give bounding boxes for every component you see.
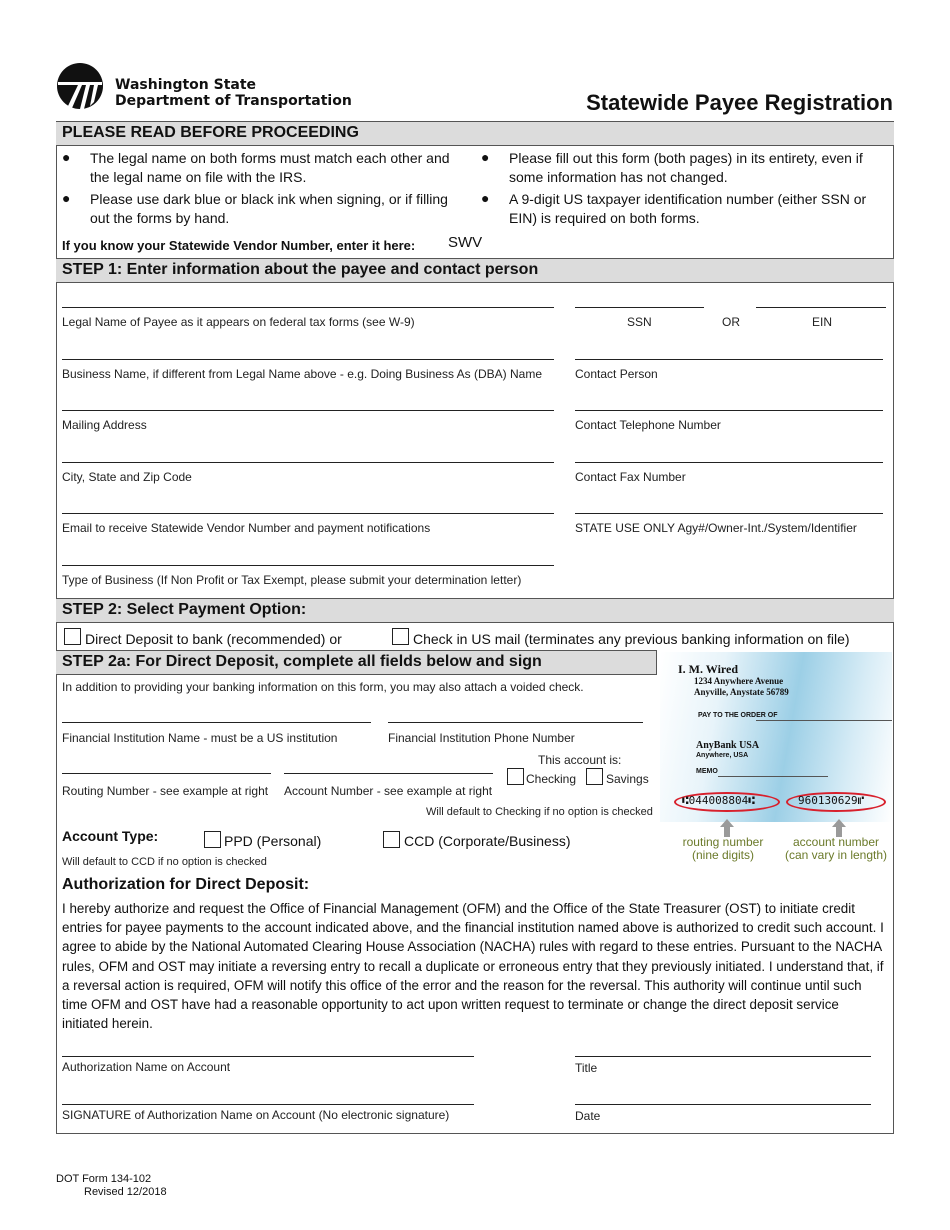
- check-holder-city: Anyville, Anystate 56789: [694, 687, 789, 697]
- bullet-text: Please fill out this form (both pages) in its entirety, even if some information has not changed.: [509, 150, 863, 185]
- routing-caption-line-1: routing number: [682, 835, 764, 849]
- check-holder-name: I. M. Wired: [678, 662, 739, 676]
- contact-fax-field[interactable]: [575, 462, 883, 463]
- step2a-heading: STEP 2a: For Direct Deposit, complete all fields below and sign: [62, 653, 542, 670]
- account-number-label: Account Number - see example at right: [284, 784, 493, 798]
- check-holder-street: 1234 Anywhere Avenue: [694, 676, 784, 686]
- email-label: Email to receive Statewide Vendor Number and payment notifications: [62, 521, 431, 535]
- check-account-digits: 960130629⑈: [798, 794, 865, 807]
- state-use-label: STATE USE ONLY Agy#/Owner-Int./System/Identifier: [575, 521, 857, 535]
- fi-phone-label: Financial Institution Phone Number: [388, 731, 575, 745]
- routing-number-field[interactable]: [62, 773, 271, 774]
- ssn-field[interactable]: [575, 307, 704, 308]
- title-field[interactable]: [575, 1056, 871, 1057]
- date-label: Date: [575, 1109, 601, 1123]
- ppd-checkbox[interactable]: [204, 831, 221, 848]
- checking-label: Checking: [526, 772, 577, 786]
- wsdot-logo-icon: [56, 62, 104, 110]
- contact-phone-field[interactable]: [575, 410, 883, 411]
- bullet-text: The legal name on both forms must match each other and the legal name on file with the IRS.: [90, 150, 450, 185]
- ppd-label: PPD (Personal): [224, 833, 322, 849]
- city-state-zip-label: City, State and Zip Code: [62, 470, 192, 484]
- signature-field[interactable]: [62, 1104, 474, 1105]
- vendor-number-field[interactable]: [448, 234, 482, 251]
- check-example: [660, 652, 892, 822]
- org-name: [115, 77, 352, 109]
- default-checking-note: Will default to Checking if no option is checked: [426, 806, 653, 818]
- business-type-label: Type of Business (If Non Profit or Tax Exempt, please submit your determination letter): [62, 573, 522, 587]
- bullet-glyph: ●: [481, 149, 490, 165]
- legal-name-label: Legal Name of Payee as it appears on federal tax forms (see W-9): [62, 315, 415, 329]
- org-line-1: Washington State: [115, 77, 257, 93]
- bullet-text: A 9-digit US taxpayer identification number (either SSN or EIN) is required on both forms.: [509, 191, 867, 226]
- vendor-number-prompt: If you know your Statewide Vendor Number, enter it here:: [62, 238, 416, 253]
- account-number-field[interactable]: [284, 773, 493, 774]
- form-title: Statewide Payee Registration: [586, 90, 893, 115]
- checking-checkbox[interactable]: [507, 768, 524, 785]
- ccd-checkbox[interactable]: [383, 831, 400, 848]
- check-memo-line: [718, 776, 828, 777]
- form-number: DOT Form 134-102: [56, 1173, 152, 1185]
- account-caption: [782, 836, 890, 862]
- contact-person-field[interactable]: [575, 359, 883, 360]
- account-type-label: Account Type:: [62, 828, 159, 844]
- authorization-text: I hereby authorize and request the Office of Financial Management (OFM) and the Office of the State Treasurer (OST) to initiate credit entries for payee payments to the account indicated above, and the financial institution named above is authorized to credit such account. I agree to abide by the National Automated Clearing House Association (NACHA) rules with regard to these entries. Pursuant to the NACHA rules, OFM and OST may initiate a reversing entry to recall a duplicate or erroneous entry that they previously initiated. I understand that, if a reversal action is required, OFM will notify this office of the error and the reason for the reversal. This authority will continue until such time OFM and OST have had a reasonable opportunity to act upon written request to terminate or change the direct deposit service initiated herein.: [62, 901, 884, 1032]
- routing-caption: [670, 836, 776, 862]
- signature-label: SIGNATURE of Authorization Name on Account (No electronic signature): [62, 1108, 450, 1122]
- step2a-intro: In addition to providing your banking information on this form, you may also attach a voided check.: [62, 680, 584, 694]
- auth-name-field[interactable]: [62, 1056, 474, 1057]
- account-is-label: This account is:: [538, 753, 622, 767]
- business-name-label: Business Name, if different from Legal Name above - e.g. Doing Business As (DBA) Name: [62, 367, 542, 381]
- org-line-2: Department of Transportation: [115, 93, 352, 109]
- check-mail-checkbox[interactable]: [392, 628, 409, 645]
- step2a-heading-band: [56, 650, 657, 675]
- ein-label: EIN: [812, 315, 833, 329]
- auth-name-label: Authorization Name on Account: [62, 1060, 231, 1074]
- fi-name-field[interactable]: [62, 722, 371, 723]
- account-caption-line-2: (can vary in length): [784, 848, 888, 862]
- step2-heading: STEP 2: Select Payment Option:: [56, 598, 894, 623]
- revised-date: Revised 12/2018: [84, 1186, 167, 1198]
- wsdot-logo: [56, 62, 104, 110]
- check-mail-label: Check in US mail (terminates any previous banking information on file): [413, 631, 850, 647]
- notice-heading: PLEASE READ BEFORE PROCEEDING: [56, 121, 894, 146]
- mailing-address-field[interactable]: [62, 410, 554, 411]
- contact-fax-label: Contact Fax Number: [575, 470, 686, 484]
- direct-deposit-label: Direct Deposit to bank (recommended) or: [85, 631, 342, 647]
- default-ccd-note: Will default to CCD if no option is checked: [62, 856, 267, 868]
- contact-person-label: Contact Person: [575, 367, 658, 381]
- contact-phone-label: Contact Telephone Number: [575, 418, 721, 432]
- bullet-glyph: ●: [62, 190, 71, 206]
- check-payee-line: [756, 720, 892, 721]
- title-label: Title: [575, 1061, 598, 1075]
- check-bank-city: Anywhere, USA: [696, 752, 749, 759]
- bullet-glyph: ●: [481, 190, 490, 206]
- city-state-zip-field[interactable]: [62, 462, 554, 463]
- mailing-address-label: Mailing Address: [62, 418, 147, 432]
- savings-label: Savings: [606, 772, 649, 786]
- check-pay-to: PAY TO THE ORDER OF: [698, 712, 778, 719]
- date-field[interactable]: [575, 1104, 871, 1105]
- routing-number-label: Routing Number - see example at right: [62, 784, 269, 798]
- routing-caption-line-2: (nine digits): [691, 848, 755, 862]
- business-name-field[interactable]: [62, 359, 554, 360]
- authorization-heading: Authorization for Direct Deposit:: [62, 876, 310, 893]
- check-memo: MEMO: [696, 768, 718, 775]
- ccd-label: CCD (Corporate/Business): [404, 833, 571, 849]
- fi-name-label: Financial Institution Name - must be a US institution: [62, 731, 338, 745]
- account-caption-line-1: account number: [792, 835, 880, 849]
- or-label: OR: [722, 315, 740, 329]
- vendor-prefix: SWV: [448, 234, 483, 251]
- ein-field[interactable]: [756, 307, 886, 308]
- check-routing-digits: ⑆044008804⑆: [682, 794, 755, 807]
- email-field[interactable]: [62, 513, 554, 514]
- savings-checkbox[interactable]: [586, 768, 603, 785]
- bullet-text: Please use dark blue or black ink when signing, or if filling out the forms by hand.: [90, 191, 448, 226]
- business-type-field[interactable]: [62, 565, 554, 566]
- direct-deposit-checkbox[interactable]: [64, 628, 81, 645]
- check-bank-name: AnyBank USA: [696, 740, 760, 751]
- legal-name-field[interactable]: [62, 307, 554, 308]
- bullet-glyph: ●: [62, 149, 71, 165]
- ssn-label: SSN: [627, 315, 652, 329]
- fi-phone-field[interactable]: [388, 722, 643, 723]
- step1-heading: STEP 1: Enter information about the payee and contact person: [56, 258, 894, 283]
- state-use-field[interactable]: [575, 513, 883, 514]
